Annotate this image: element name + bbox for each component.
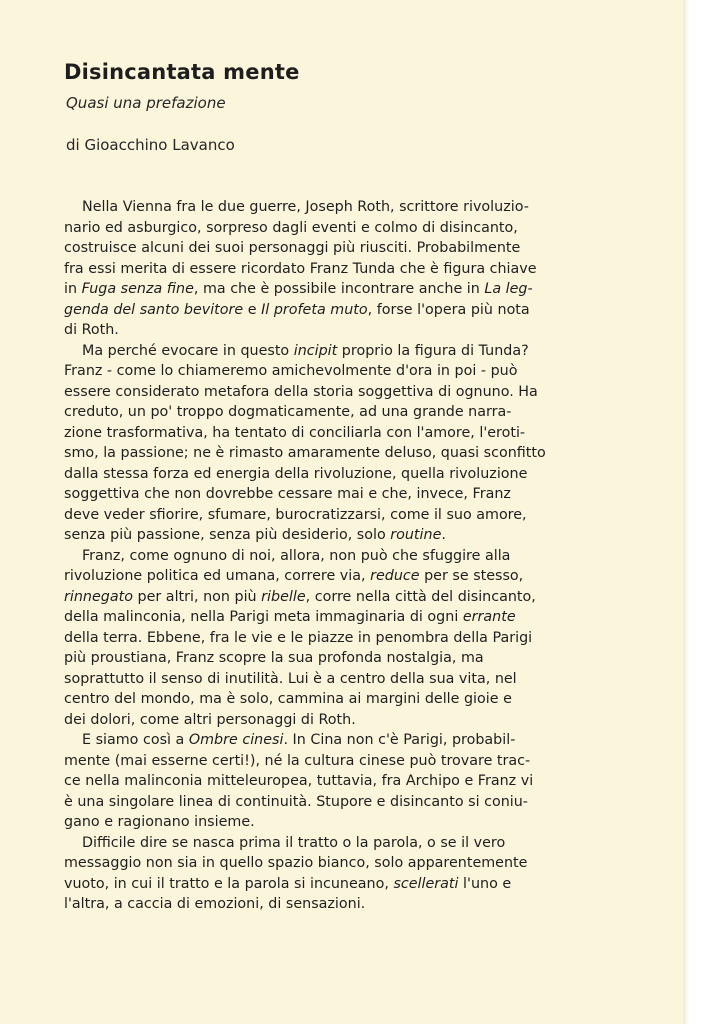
text-run: , forse l'opera più nota	[367, 301, 530, 318]
italic-text: genda del santo bevitore	[64, 301, 244, 318]
text-run: ce nella malinconia mitteleuropea, tuttavia, fra Archipo e Franz vi	[64, 773, 534, 789]
italic-text: Il profeta muto	[261, 301, 368, 318]
text-run: soprattutto il senso di inutilità. Lui è a centro della sua vita, nel	[64, 670, 517, 687]
text-run: più proustiana, Franz scopre la sua profonda nostalgia, ma	[64, 650, 484, 666]
text-line	[64, 546, 616, 567]
paragraph	[64, 833, 616, 915]
text-run: , corre nella città del disincanto,	[305, 588, 536, 605]
italic-text: incipit	[293, 342, 338, 359]
body-text	[64, 197, 616, 915]
text-run: per se stesso,	[419, 568, 524, 584]
text-run: smo, la passione; ne è rimasto amaramente deluso, quasi sconfitto	[64, 445, 546, 461]
italic-text: rinnegato	[64, 588, 133, 605]
page-edge	[683, 0, 689, 1024]
text-line	[64, 751, 616, 772]
text-line	[64, 669, 616, 690]
text-line	[64, 443, 616, 464]
italic-text: errante	[462, 609, 516, 625]
text-run: creduto, un po' troppo dogmaticamente, ad una grande narra-	[64, 404, 512, 420]
text-line	[64, 628, 616, 649]
text-run: l'uno e	[458, 875, 512, 892]
text-run: senza più passione, senza più desiderio, solo	[64, 527, 391, 543]
text-line	[64, 259, 616, 280]
text-run: soggettiva che non dovrebbe cessare mai e che, invece, Franz	[64, 486, 511, 502]
text-line	[64, 607, 616, 628]
paragraph	[64, 341, 616, 546]
italic-text: ribelle	[261, 588, 306, 605]
text-line	[64, 771, 616, 792]
text-run: dalla stessa forza ed energia della rivoluzione, quella rivoluzione	[64, 465, 528, 482]
text-run: per altri, non più	[132, 588, 262, 605]
text-line	[64, 382, 616, 403]
text-line	[64, 689, 616, 710]
text-line	[64, 197, 616, 218]
page-title: Disincantata mente	[64, 60, 300, 84]
text-run: della malinconia, nella Parigi meta immaginaria di ogni	[64, 609, 463, 625]
text-line	[64, 484, 616, 505]
text-line	[64, 812, 616, 833]
italic-text: Ombre cinesi	[188, 732, 284, 748]
text-line	[64, 853, 616, 874]
text-line	[64, 833, 616, 854]
text-run: della terra. Ebbene, fra le vie e le piazze in penombra della Parigi	[64, 629, 533, 646]
italic-text: routine	[390, 527, 442, 543]
text-line	[64, 894, 616, 915]
text-run: mente (mai esserne certi!), né la cultura cinese può trovare trac-	[64, 752, 531, 769]
text-line	[64, 341, 616, 362]
text-run: rivoluzione politica ed umana, correre via,	[64, 568, 371, 584]
text-line	[64, 525, 616, 546]
text-line	[64, 218, 616, 239]
text-run: Franz, come ognuno di noi, allora, non può che sfuggire alla	[82, 547, 511, 564]
text-run: dei dolori, come altri personaggi di Roth.	[64, 711, 356, 728]
text-line	[64, 648, 616, 669]
text-run: fra essi merita di essere ricordato Franz Tunda che è figura chiave	[64, 260, 537, 277]
text-line	[64, 423, 616, 444]
text-run: Nella Vienna fra le due guerre, Joseph Roth, scrittore rivoluzio-	[82, 199, 529, 215]
page-subtitle: Quasi una prefazione	[66, 94, 226, 112]
text-run: , ma che è possibile incontrare anche in	[193, 281, 485, 297]
text-line	[64, 566, 616, 587]
italic-text: Fuga senza fine	[81, 281, 194, 297]
paragraph	[64, 730, 616, 833]
text-run: essere considerato metafora della storia soggettiva di ognuno. Ha	[64, 383, 538, 400]
paragraph	[64, 546, 616, 731]
text-line	[64, 464, 616, 485]
text-line	[64, 792, 616, 813]
text-line	[64, 874, 616, 895]
text-run: .	[441, 527, 446, 543]
text-line	[64, 505, 616, 526]
text-run: Difficile dire se nasca prima il tratto o la parola, o se il vero	[82, 834, 506, 851]
italic-text: La leg-	[484, 281, 533, 297]
text-run: proprio la figura di Tunda?	[337, 342, 529, 359]
text-run: E siamo così a	[82, 732, 189, 748]
text-line	[64, 238, 616, 259]
text-run: di Roth.	[64, 322, 119, 338]
text-run: Ma perché evocare in questo	[82, 342, 294, 359]
text-run: nario ed asburgico, sorpreso dagli eventi e colmo di disincanto,	[64, 219, 518, 236]
author-line: di Gioacchino Lavanco	[66, 136, 235, 154]
text-run: e	[243, 301, 262, 318]
text-line	[64, 279, 616, 300]
text-run: costruisce alcuni dei suoi personaggi più riusciti. Probabilmente	[64, 240, 521, 256]
text-run: in	[64, 281, 82, 297]
text-line	[64, 320, 616, 341]
text-line	[64, 710, 616, 731]
italic-text: scellerati	[393, 875, 459, 892]
text-line	[64, 730, 616, 751]
italic-text: reduce	[370, 568, 420, 584]
text-run: messaggio non sia in quello spazio bianco, solo apparentemente	[64, 855, 528, 871]
text-run: . In Cina non c'è Parigi, probabil-	[283, 732, 516, 748]
text-line	[64, 402, 616, 423]
text-run: vuoto, in cui il tratto e la parola si incuneano,	[64, 875, 394, 892]
text-run: zione trasformativa, ha tentato di conciliarla con l'amore, l'eroti-	[64, 424, 526, 441]
text-run: Franz - come lo chiameremo amichevolmente d'ora in poi - può	[64, 363, 518, 379]
text-line	[64, 300, 616, 321]
paragraph	[64, 197, 616, 341]
text-run: centro del mondo, ma è solo, cammina ai margini delle gioie e	[64, 691, 512, 707]
text-run: è una singolare linea di continuità. Stupore e disincanto si coniu-	[64, 793, 528, 810]
text-run: deve veder sfiorire, sfumare, burocratizzarsi, come il suo amore,	[64, 506, 527, 523]
text-run: gano e ragionano insieme.	[64, 814, 255, 830]
text-line	[64, 361, 616, 382]
text-run: l'altra, a caccia di emozioni, di sensazioni.	[64, 896, 366, 912]
text-line	[64, 587, 616, 608]
